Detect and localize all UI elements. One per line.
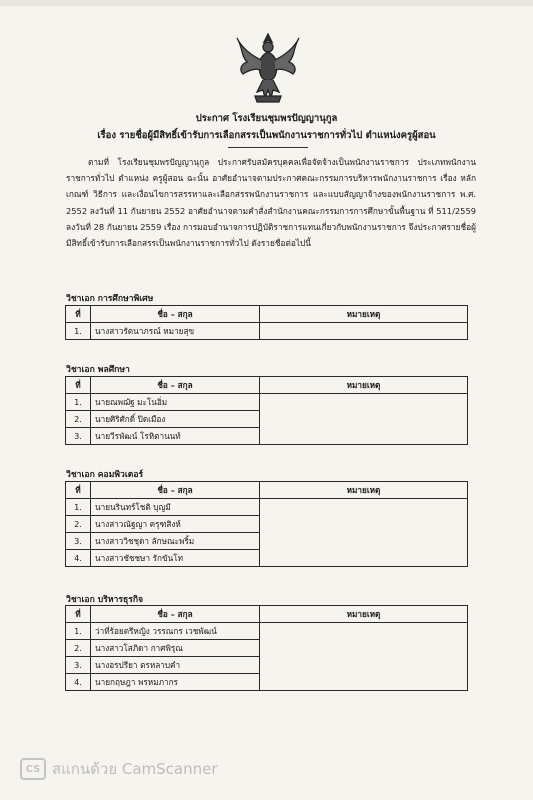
row-no: 1. [66, 394, 91, 411]
row-remark [260, 323, 468, 340]
header-no: ที่ [66, 606, 91, 623]
candidate-table [65, 376, 468, 445]
row-no: 3. [66, 657, 91, 674]
header-remark: หมายเหตุ [260, 377, 468, 394]
row-name: นางสาวรัตนาภรณ์ หมายสุข [91, 323, 260, 340]
section-title: วิชาเอก พลศึกษา [66, 365, 130, 375]
row-no: 1. [66, 499, 91, 516]
header-name: ชื่อ – สกุล [91, 482, 260, 499]
row-no: 4. [66, 550, 91, 567]
row-name: นายณพฌัฐ มะโนอิ่ม [91, 394, 260, 411]
row-name: นายศิริศักดิ์ ปิดเมือง [91, 411, 260, 428]
announcement-title: ประกาศ โรงเรียนชุมพรปัญญานุกูล [195, 113, 338, 124]
announcement-subject: เรื่อง รายชื่อผู้มีสิทธิ์เข้ารับการเลือกสรรเป็นพนักงานราชการทั่วไป ตำแหน่งครูผู้สอน [97, 130, 436, 141]
header-no: ที่ [66, 377, 91, 394]
section-title: วิชาเอก บริหารธุรกิจ [66, 595, 144, 605]
header-name: ชื่อ – สกุล [91, 306, 260, 323]
row-no: 3. [66, 428, 91, 445]
row-no: 1. [66, 623, 91, 640]
row-no: 2. [66, 640, 91, 657]
section-title: วิชาเอก การศึกษาพิเศษ [66, 294, 154, 304]
row-name: ว่าที่ร้อยตรีหญิง วรรณกร เวชพัฒน์ [91, 623, 260, 640]
row-name: นางสาวโสภิดา กาศพิรุณ [91, 640, 260, 657]
table-row [66, 394, 468, 411]
row-remark [260, 499, 468, 567]
row-name: นางสาวณัฐญา ครุฑสิงห์ [91, 516, 260, 533]
row-no: 2. [66, 516, 91, 533]
header-no: ที่ [66, 482, 91, 499]
header-remark: หมายเหตุ [260, 306, 468, 323]
table-row [66, 323, 468, 340]
row-name: นายนรินทร์โชติ บุญมี [91, 499, 260, 516]
row-name: นายกฤษฎา พรหมภากร [91, 674, 260, 691]
row-no: 3. [66, 533, 91, 550]
announcement-body: ตามที่ โรงเรียนชุมพรปัญญานุกูล ประกาศรับสมัครบุคคลเพื่อจัดจ้างเป็นพนักงานราชการ ประเภทพนักงานราชการทั่วไป ตำแหน่ง ครูผู้สอน ฉะนั้น อาศัยอำนาจตามประกาศคณะกรรมการบริหารพนักงานราชการ เรื่อง หลักเกณฑ์ วิธีการ และเงื่อนไขการสรรหาและเลือกสรรพนักงานราชการ และแบบสัญญาจ้างของพนักงานราชการ พ.ศ. 2552 ลงวันที่ 11 กันยายน 2552 อาศัยอำนาจตามคำสั่งสำนักงานคณะกรรมการการศึกษาขั้นพื้นฐาน ที่ 511/2559 ลงวันที่ 28 กันยายน 2559 เรื่อง การมอบอำนาจการปฏิบัติราชการแทนเกี่ยวกับพนักงานราชการ จึงประกาศรายชื่อผู้มีสิทธิ์เข้ารับการเลือกสรรเป็นพนักงานราชการทั่วไป ดังรายชื่อต่อไปนี้ [66, 157, 476, 249]
row-remark [260, 623, 468, 691]
header-no: ที่ [66, 306, 91, 323]
header-name: ชื่อ – สกุล [91, 606, 260, 623]
header-remark: หมายเหตุ [260, 482, 468, 499]
row-name: นางอรปรียา ตรหลาบคำ [91, 657, 260, 674]
watermark-text: สแกนด้วย CamScanner [52, 760, 218, 778]
candidate-table [65, 481, 468, 567]
section-title: วิชาเอก คอมพิวเตอร์ [66, 470, 144, 480]
row-no: 2. [66, 411, 91, 428]
row-name: นายวีรพัฒน์ โรหิตานนท์ [91, 428, 260, 445]
table-row [66, 499, 468, 516]
table-row [66, 623, 468, 640]
header-remark: หมายเหตุ [260, 606, 468, 623]
row-no: 4. [66, 674, 91, 691]
scan-edge [0, 0, 533, 6]
row-no: 1. [66, 323, 91, 340]
camscanner-watermark [20, 757, 218, 781]
row-name: นางสาวชัชชษา รักขันโท [91, 550, 260, 567]
header-name: ชื่อ – สกุล [91, 377, 260, 394]
candidate-table [65, 305, 468, 340]
row-name: นางสาววิชชุดา ลักษณะพริ้ม [91, 533, 260, 550]
title-divider [228, 147, 308, 148]
row-remark [260, 394, 468, 445]
candidate-table [65, 605, 468, 691]
garuda-emblem-icon [233, 30, 303, 106]
camscanner-logo-icon: CS [20, 758, 46, 780]
